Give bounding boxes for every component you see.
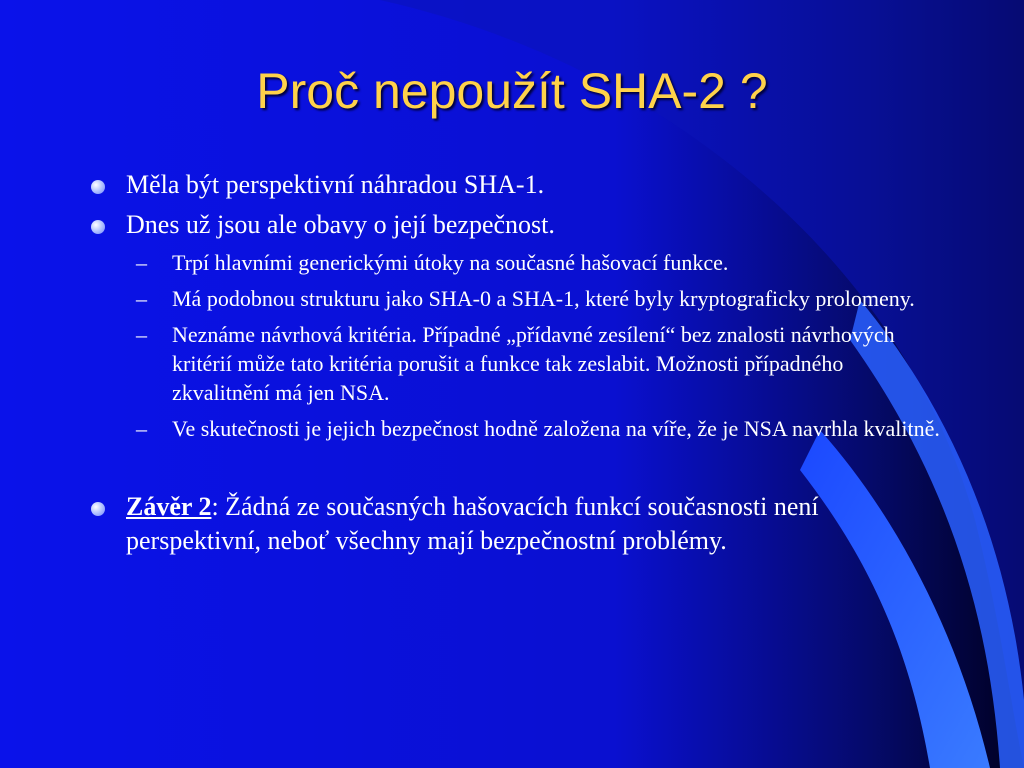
slide-content: [90, 168, 940, 564]
dash-icon: –: [136, 250, 147, 275]
bullet-text: Dnes už jsou ale obavy o její bezpečnost.: [126, 210, 555, 239]
bullet-dot-icon: [91, 220, 105, 234]
dash-icon: –: [136, 416, 147, 441]
sub-bullet-item: [90, 284, 940, 313]
sub-bullet-item: [90, 320, 940, 407]
bullet-dot-icon: [91, 180, 105, 194]
sub-bullet-item: [90, 414, 940, 443]
slide-title: Proč nepoužít SHA-2 ?: [256, 63, 768, 119]
conclusion-label: Závěr 2: [126, 492, 212, 521]
bullet-text: Měla být perspektivní náhradou SHA-1.: [126, 170, 545, 199]
bullet-dot-icon: [91, 502, 105, 516]
bullet-item: [90, 168, 940, 202]
sub-bullet-item: [90, 248, 940, 277]
sub-bullet-text: Neznáme návrhová kritéria. Případné „přídavné zesílení“ bez znalosti návrhových kritérií může tato kritéria porušit a funkce tak zeslabit. Možnosti případného zkvalitnění má jen NSA.: [172, 322, 895, 405]
bullet-item: [90, 208, 940, 242]
conclusion-item: [90, 490, 940, 558]
conclusion-text: : Žádná ze současných hašovacích funkcí současnosti není perspektivní, neboť všechny mají bezpečnostní problémy.: [126, 492, 819, 555]
spacer: [90, 450, 940, 490]
dash-icon: –: [136, 322, 147, 347]
sub-bullet-text: Má podobnou strukturu jako SHA-0 a SHA-1, které byly kryptograficky prolomeny.: [172, 286, 915, 311]
dash-icon: –: [136, 286, 147, 311]
sub-bullet-text: Trpí hlavními generickými útoky na současné hašovací funkce.: [172, 250, 729, 275]
sub-bullet-text: Ve skutečnosti je jejich bezpečnost hodně založena na víře, že je NSA navrhla kvalitně.: [172, 416, 940, 441]
